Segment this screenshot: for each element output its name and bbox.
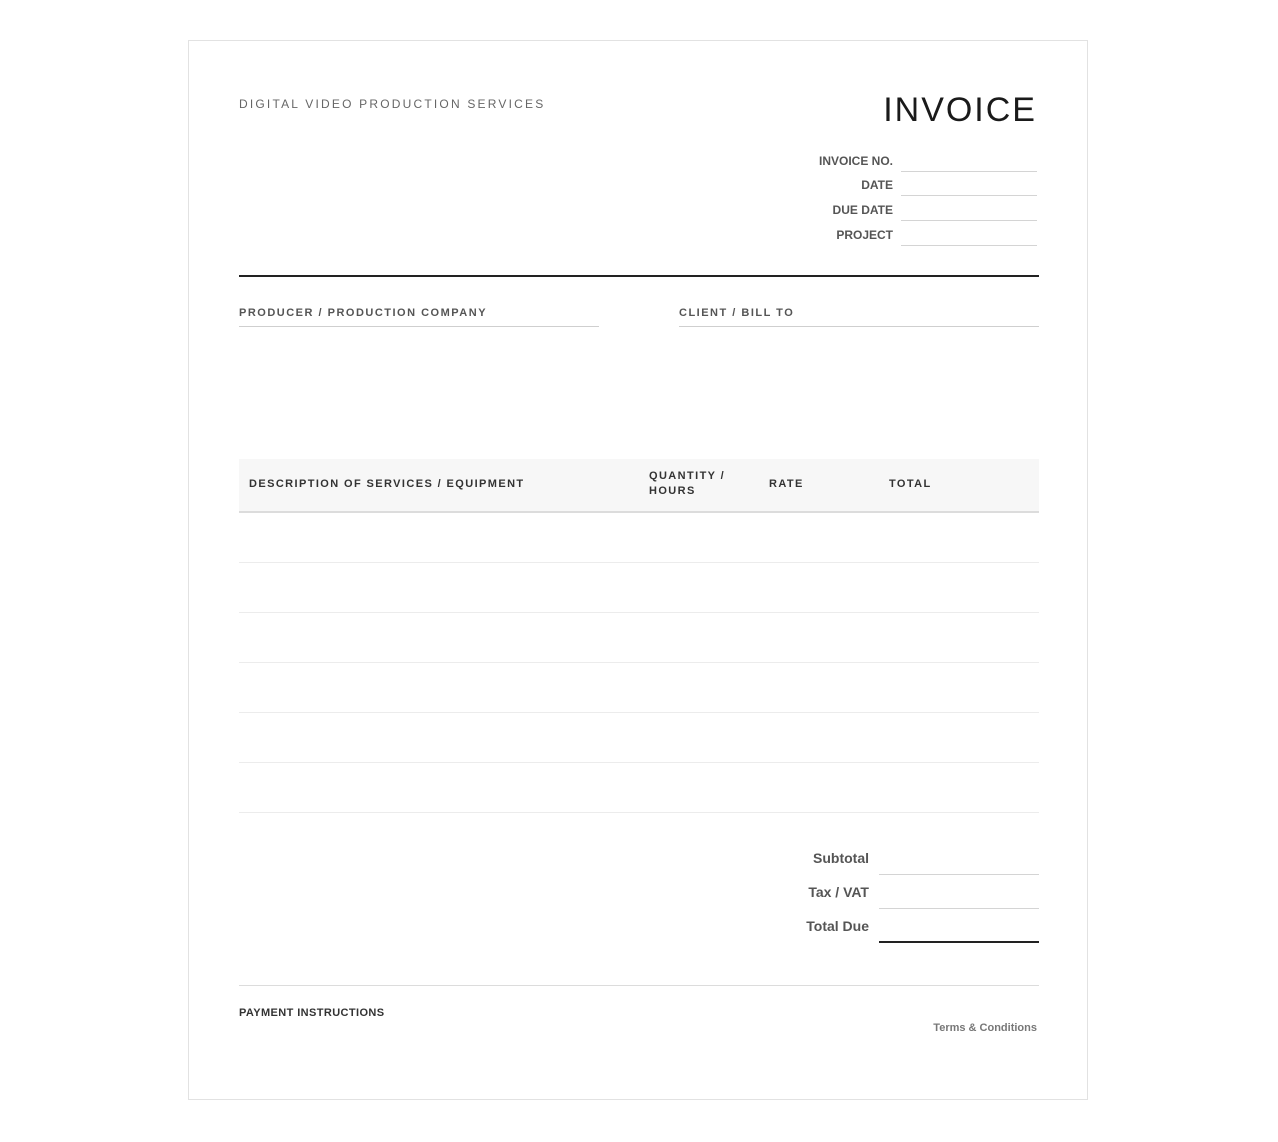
column-rate: RATE <box>769 478 804 490</box>
table-row[interactable] <box>239 713 1039 763</box>
subtotal-label: Subtotal <box>813 850 869 866</box>
footer-divider <box>239 985 1039 986</box>
table-row[interactable] <box>239 513 1039 563</box>
tax-field[interactable] <box>879 875 1039 909</box>
subtotal-field[interactable] <box>879 841 1039 875</box>
tax-row <box>739 875 1039 909</box>
column-quantity: QUANTITY / HOURS <box>649 470 726 497</box>
payment-instructions-label: PAYMENT INSTRUCTIONS <box>239 1007 385 1019</box>
meta-row-due-date <box>737 196 1037 221</box>
invoice-page <box>188 40 1088 1100</box>
producer-label: PRODUCER / PRODUCTION COMPANY <box>239 307 599 327</box>
invoice-title: INVOICE <box>883 91 1037 129</box>
services-table <box>239 459 1039 813</box>
due-date-label: DUE DATE <box>832 203 893 218</box>
invoice-no-label: INVOICE NO. <box>818 153 893 168</box>
subtotal-row <box>739 841 1039 875</box>
total-due-label: Total Due <box>806 918 869 934</box>
table-header <box>239 459 1039 513</box>
header-divider <box>239 275 1039 277</box>
total-due-row <box>739 909 1039 943</box>
table-row[interactable] <box>239 563 1039 613</box>
invoice-meta <box>737 147 1037 246</box>
meta-row-date <box>737 172 1037 197</box>
project-label: PROJECT <box>836 227 893 242</box>
invoice-no-field[interactable] <box>901 149 1037 172</box>
column-total: TOTAL <box>889 478 932 490</box>
tax-label: Tax / VAT <box>808 884 869 900</box>
table-row[interactable] <box>239 613 1039 663</box>
totals-block <box>739 841 1039 943</box>
meta-row-project <box>737 221 1037 246</box>
meta-row-invoice-no <box>737 147 1037 172</box>
due-date-field[interactable] <box>901 198 1037 221</box>
company-name: DIGITAL VIDEO PRODUCTION SERVICES <box>239 97 546 111</box>
date-label: DATE <box>861 178 893 193</box>
table-row[interactable] <box>239 663 1039 713</box>
client-label: CLIENT / BILL TO <box>679 307 1039 327</box>
terms-link[interactable]: Terms & Conditions <box>933 1022 1037 1034</box>
date-field[interactable] <box>901 173 1037 196</box>
column-description: DESCRIPTION OF SERVICES / EQUIPMENT <box>249 478 525 490</box>
project-field[interactable] <box>901 223 1037 246</box>
table-row[interactable] <box>239 763 1039 813</box>
total-due-field[interactable] <box>879 909 1039 943</box>
